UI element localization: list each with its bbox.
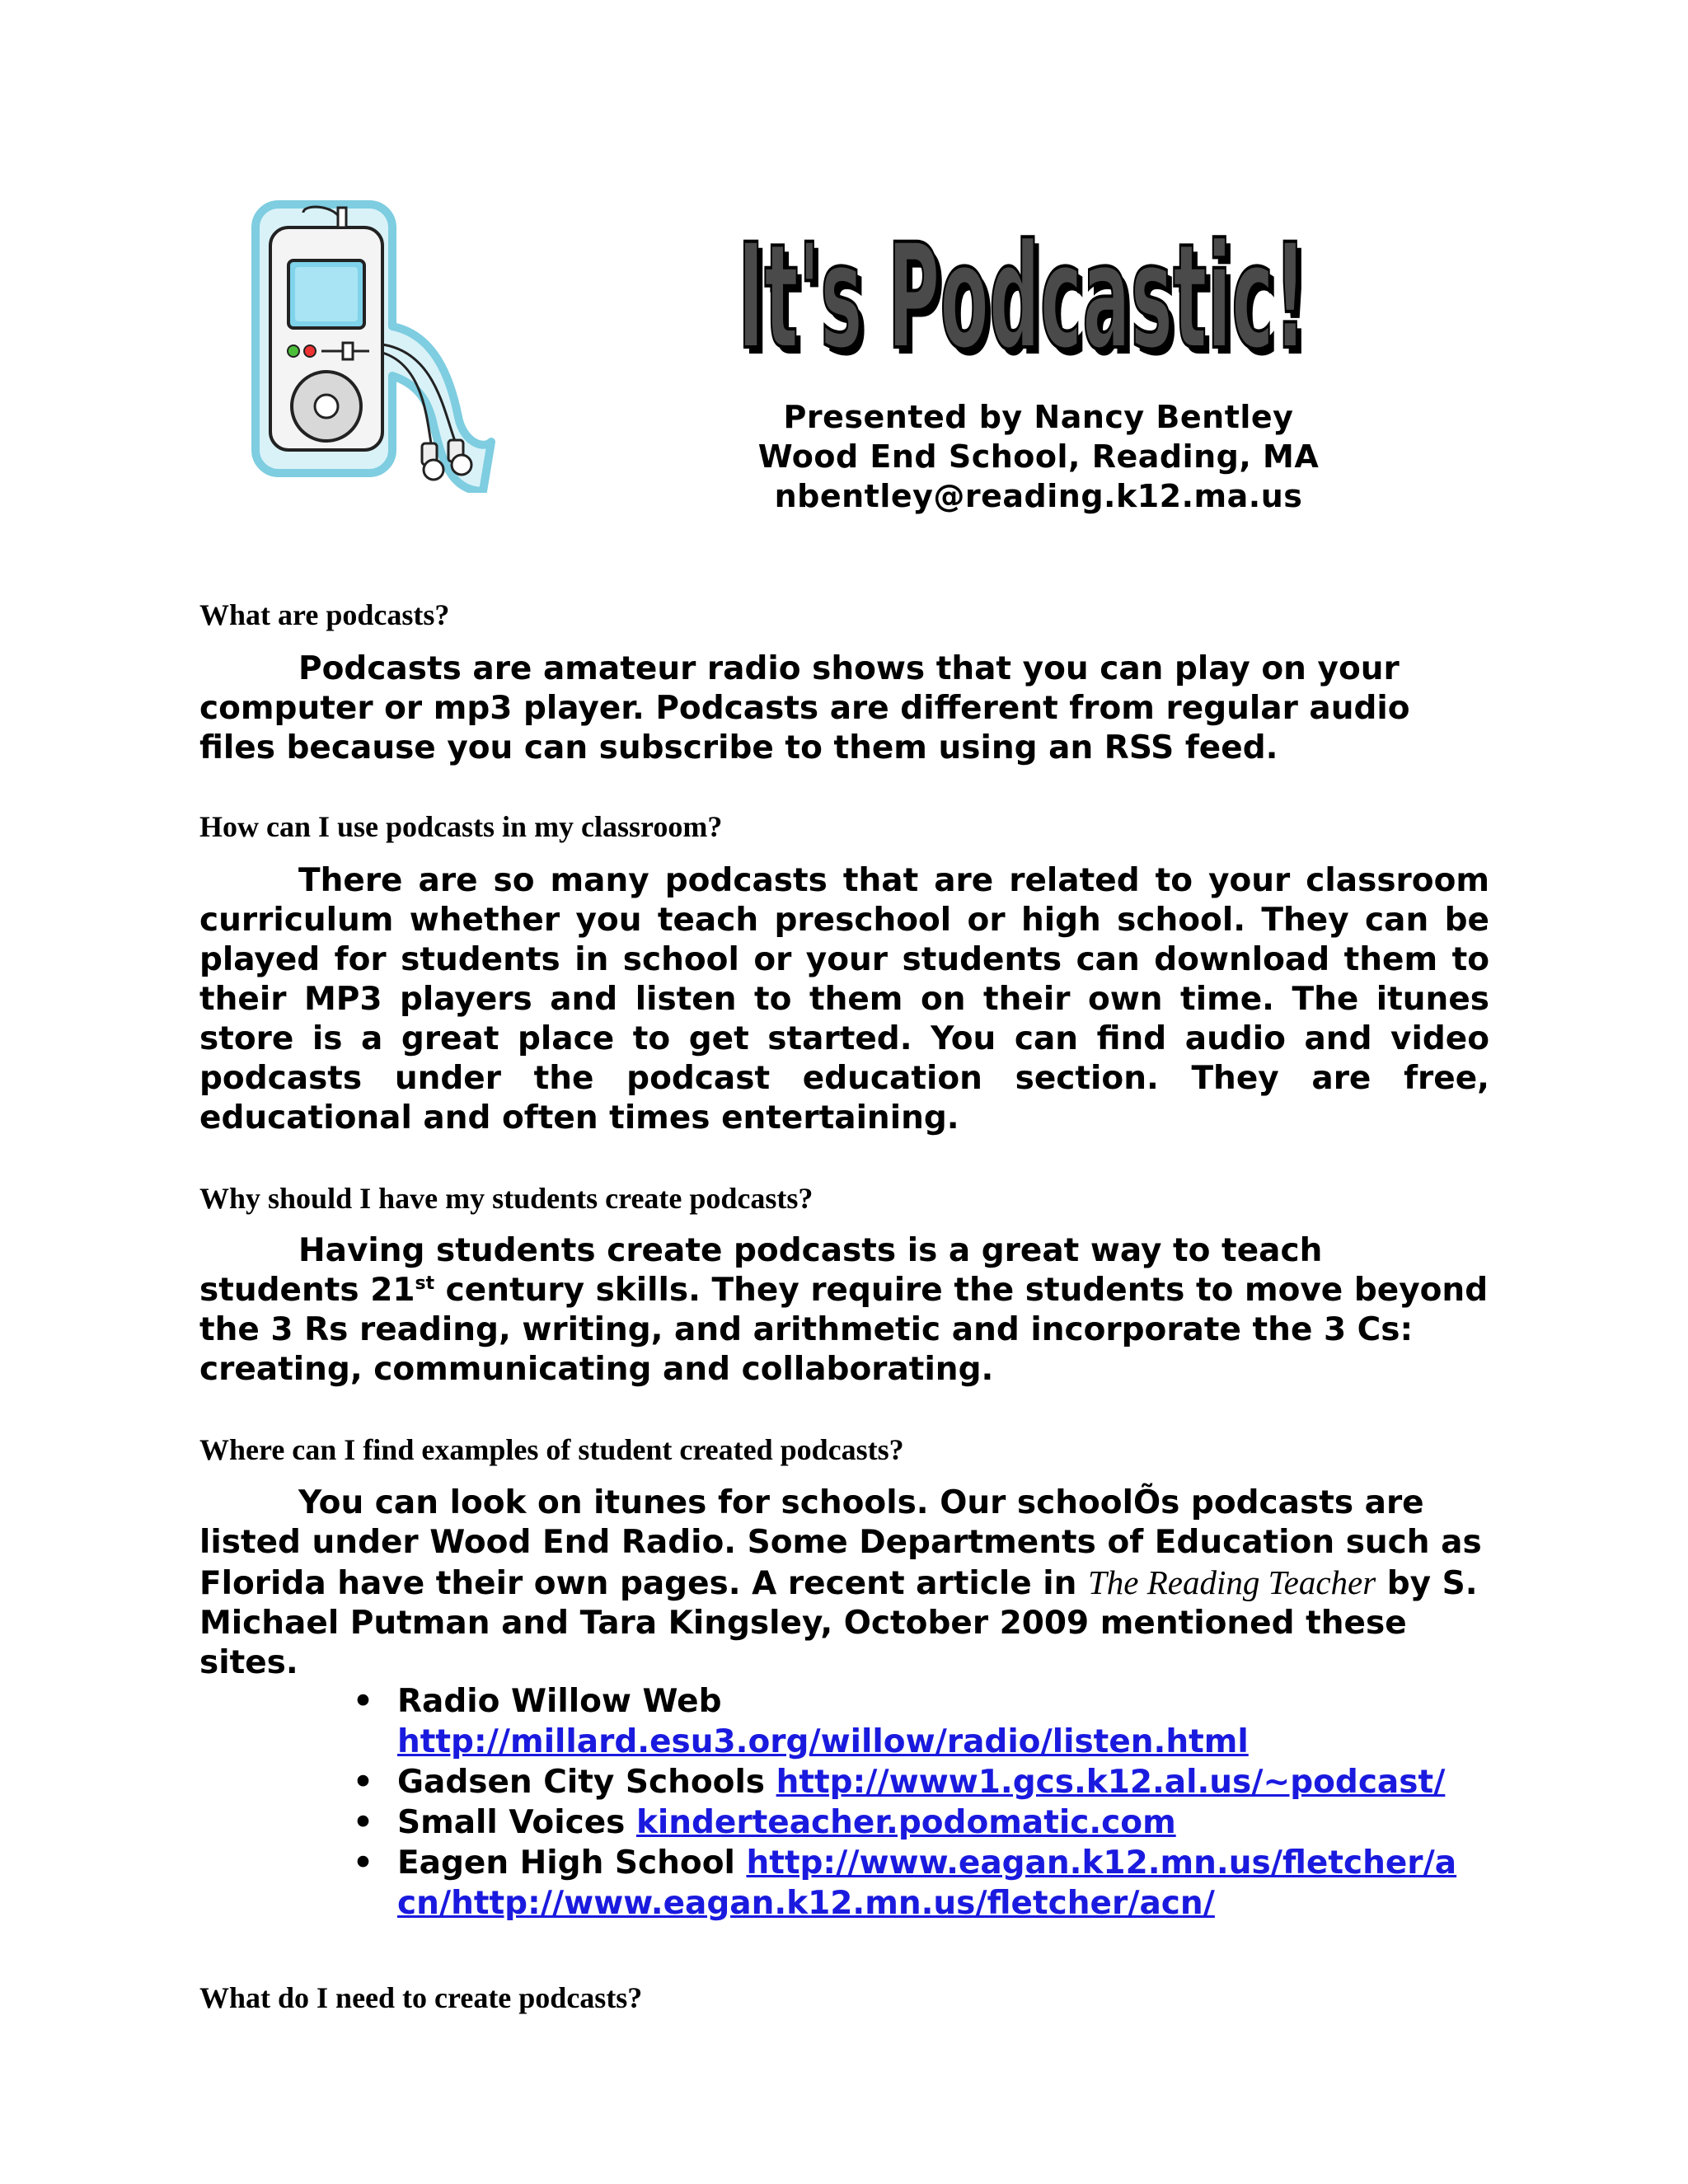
title-wordart xyxy=(725,194,1319,376)
list-item xyxy=(397,1843,1469,1924)
site-name: Eagen High School xyxy=(397,1844,735,1882)
section-heading-what-are-podcasts: What are podcasts? xyxy=(199,598,450,631)
section-heading-why-create: Why should I have my students create podcasts? xyxy=(199,1182,814,1215)
section-heading-examples: Where can I find examples of student created podcasts? xyxy=(199,1433,904,1466)
site-link[interactable]: http://www1.gcs.k12.al.us/~podcast/ xyxy=(776,1764,1446,1801)
section-body-examples xyxy=(199,1483,1489,1683)
site-name: Gadsen City Schools xyxy=(397,1764,766,1801)
journal-title: The Reading Teacher xyxy=(1087,1563,1376,1601)
examples-text-b: by S. Michael Putman and Tara Kingsley, October 2009 mentioned these sites. xyxy=(199,1565,1478,1681)
section-body-why-create xyxy=(199,1231,1489,1390)
section-heading-classroom-use: How can I use podcasts in my classroom? xyxy=(199,810,723,843)
why-create-text-a: Having students create podcasts is a great way to teach students 21 xyxy=(199,1232,1323,1309)
site-link[interactable]: http://www.eagan.k12.mn.us/fletcher/acn/http://www.eagan.k12.mn.us/fletcher/acn/ xyxy=(397,1844,1457,1922)
presenter-email: nbentley@reading.k12.ma.us xyxy=(774,478,1303,514)
section-body-what-are-podcasts: Podcasts are amateur radio shows that you can play on your computer or mp3 player. Podcasts are different from regular audio files because you can subscribe to them using an RSS feed. xyxy=(199,650,1410,766)
section-body-classroom-use: There are so many podcasts that are related to your classroom curriculum whether you teach preschool or high school. They can be played for students in school or your students can download them to their MP3 players and listen to them on their own time. The itunes store is a great place to get started. You can find audio and video podcasts under the podcast education section. They are free, educational and often times entertaining. xyxy=(199,862,1489,1137)
site-name: Radio Willow Web xyxy=(397,1683,722,1720)
why-create-text-b: century skills. They require the students to move beyond the 3 Rs reading, writing, and arithmetic and incorporate the 3 Cs: creating, communicating and collaborating. xyxy=(199,1272,1489,1388)
list-item xyxy=(397,1681,1551,1762)
podcast-sites-list xyxy=(397,1681,1551,1924)
site-link[interactable]: kinderteacher.podomatic.com xyxy=(635,1804,1176,1841)
presenter-school: Wood End School, Reading, MA xyxy=(757,438,1320,475)
mp3-player-illustration xyxy=(246,196,518,493)
title-shadow: It's Podcastic! xyxy=(743,219,1311,376)
presenter-name: Presented by Nancy Bentley xyxy=(783,399,1294,435)
list-item xyxy=(397,1802,1551,1843)
page-title: It's Podcastic! xyxy=(738,213,1306,376)
site-name: Small Voices xyxy=(397,1804,626,1841)
examples-text-a: You can look on itunes for schools. Our schoolÕs podcasts are listed under Wood End Radio. Some Departments of Education such as Florida have their own pages. A recent article in xyxy=(199,1484,1482,1602)
list-item xyxy=(397,1762,1551,1802)
why-create-superscript: st xyxy=(415,1273,435,1294)
site-link[interactable]: http://millard.esu3.org/willow/radio/listen.html xyxy=(397,1723,1249,1760)
section-heading-what-need: What do I need to create podcasts? xyxy=(199,1981,643,2014)
